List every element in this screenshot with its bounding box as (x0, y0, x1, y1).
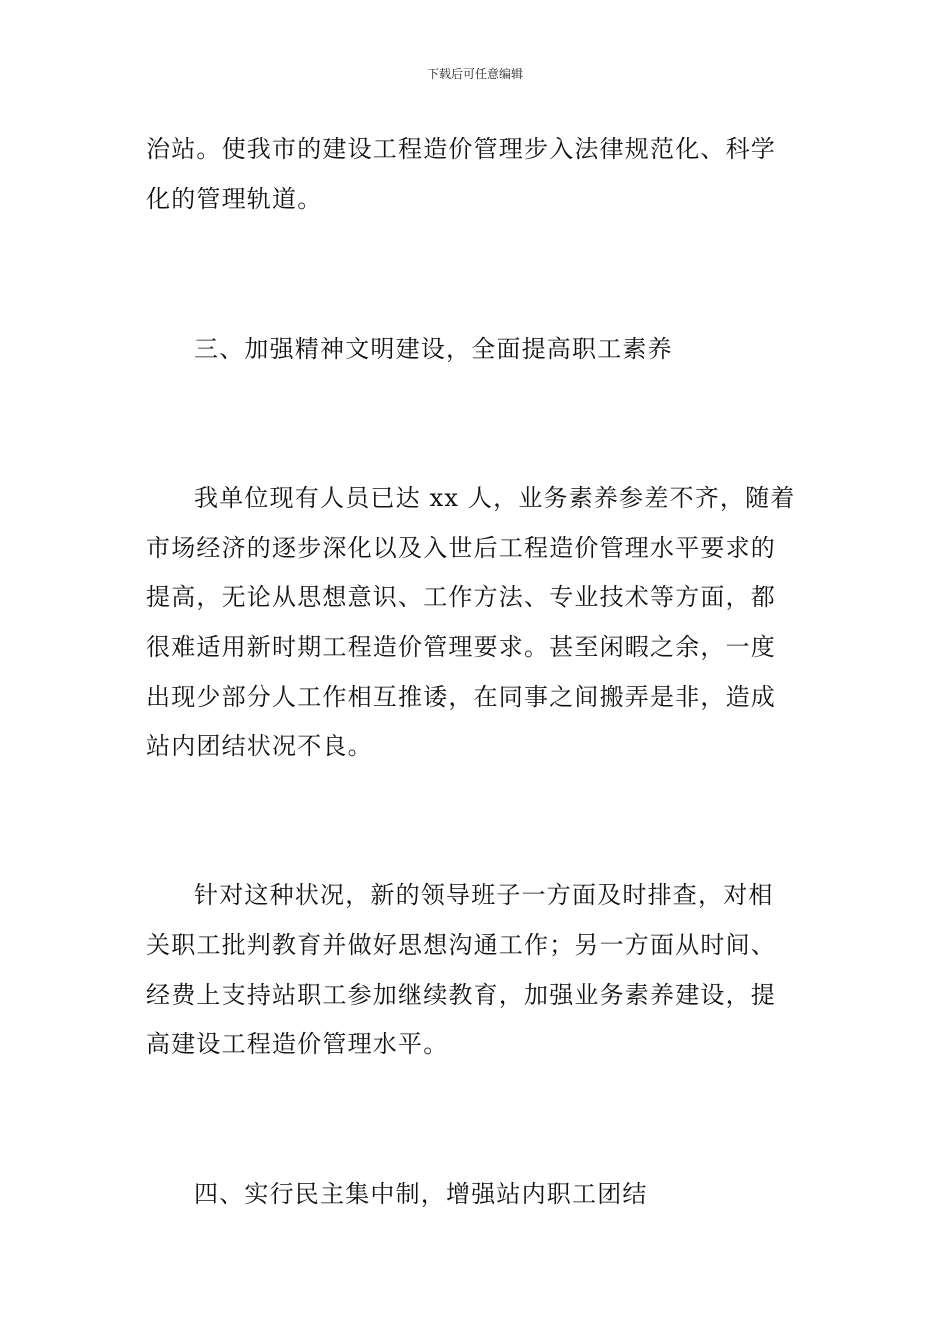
paragraph-line: 提高，无论从思想意识、工作方法、专业技术等方面，都 (146, 583, 776, 611)
paragraph-line: 经费上支持站职工参加继续教育，加强业务素养建设，提 (146, 981, 776, 1009)
paragraph-line: 针对这种状况，新的领导班子一方面及时排查，对相 (194, 881, 774, 909)
page-header-note: 下载后可任意编辑 (426, 67, 523, 81)
paragraph-line: 出现少部分人工作相互推诿，在同事之间搬弄是非，造成 (146, 683, 776, 711)
paragraph-line: 治站。使我市的建设工程造价管理步入法律规范化、科学 (146, 135, 776, 163)
paragraph-line: 关职工批判教育并做好思想沟通工作；另一方面从时间、 (146, 931, 776, 959)
paragraph-line: 我单位现有人员已达 xx 人，业务素养参差不齐，随着 (194, 484, 796, 512)
section-heading: 四、实行民主集中制，增强站内职工团结 (194, 1180, 648, 1208)
paragraph-line: 高建设工程造价管理水平。 (146, 1030, 449, 1058)
paragraph-line: 化的管理轨道。 (146, 185, 323, 213)
paragraph-line: 站内团结状况不良。 (146, 732, 373, 760)
section-heading: 三、加强精神文明建设，全面提高职工素养 (194, 335, 673, 363)
paragraph-line: 市场经济的逐步深化以及入世后工程造价管理水平要求的 (146, 534, 776, 562)
paragraph-line: 很难适用新时期工程造价管理要求。甚至闲暇之余，一度 (146, 633, 776, 661)
